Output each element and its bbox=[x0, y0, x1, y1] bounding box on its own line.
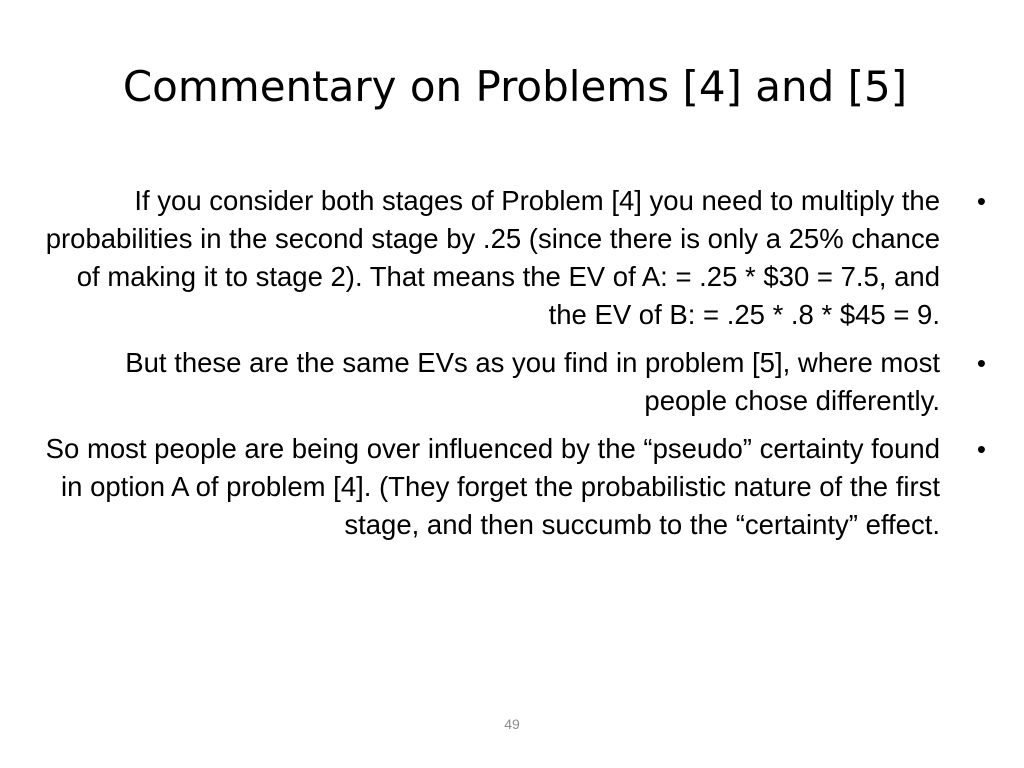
bullet-item-1 bbox=[40, 182, 992, 334]
bullet-dot-icon: • bbox=[976, 348, 986, 378]
bullet-item-3 bbox=[40, 430, 992, 544]
bullet-item-2 bbox=[40, 344, 992, 420]
bullet-text-2: But these are the same EVs as you find in problem [5], where most people chose differently. bbox=[125, 347, 940, 416]
bullet-dot-icon: • bbox=[976, 186, 986, 216]
bullet-text-3: So most people are being over influenced by the “pseudo” certainty found in option A of problem [4]. (They forget the probabilistic nature of the first stage, and then succumb to the “certainty” effect. bbox=[45, 433, 940, 540]
page-number: 49 bbox=[504, 716, 520, 732]
bullet-text-1: If you consider both stages of Problem [4] you need to multiply the probabilities in the second stage by .25 (since there is only a 25% chance of making it to stage 2). That means the EV of A: = .25 * $30 = 7.5, and the EV of B: = .25 * .8 * $45 = 9. bbox=[45, 185, 940, 330]
bullet-list bbox=[40, 182, 992, 554]
bullet-dot-icon: • bbox=[976, 434, 986, 464]
slide-title: Commentary on Problems [4] and [5] bbox=[122, 62, 908, 111]
